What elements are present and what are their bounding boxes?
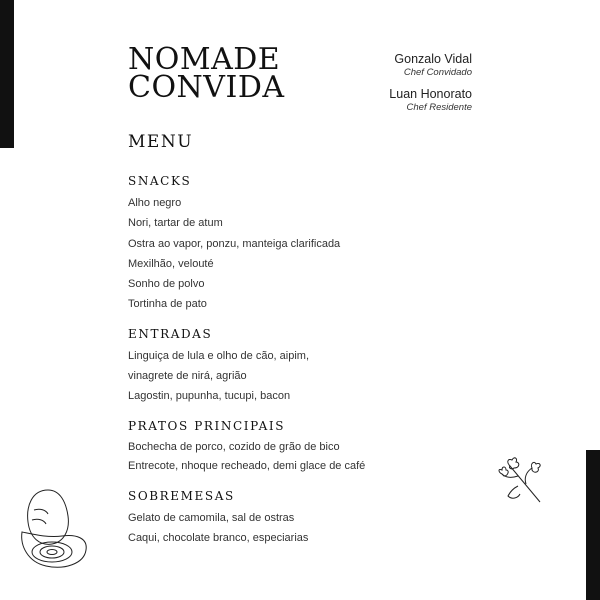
menu-item: Ostra ao vapor, ponzu, manteiga clarificada [128,237,341,250]
chef-credits [389,52,472,122]
menu-section-pratos-principais [128,419,508,477]
menu-item: Entrecote, nhoque recheado, demi glace de café [128,460,366,473]
chef-name: Gonzalo Vidal [394,52,472,66]
chef-credit [389,87,472,114]
right-decorative-bar [586,450,600,600]
oyster-illustration-icon [18,486,92,572]
menu-item: Bochecha de porco, cozido de grão de bico [128,440,340,453]
menu-item: Caqui, chocolate branco, especiarias [128,531,309,544]
menu-item: Lagostin, pupunha, tucupi, bacon [128,390,291,403]
logo-line-2: CONVIDA [128,70,285,105]
menu-item: Linguiça de lula e olho de cão, aipim, [128,349,310,362]
menu-item: Tortinha de pato [128,298,207,311]
menu-item: Nori, tartar de atum [128,217,223,230]
chef-role: Chef Residente [406,102,472,113]
restaurant-logo [128,42,285,105]
chef-credit [389,52,472,79]
menu-section-snacks [128,174,508,315]
logo-line-1: NOMADE [128,42,281,77]
menu-item: Sonho de polvo [128,278,205,291]
herb-sprig-illustration-icon [496,456,546,508]
menu-item: Mexilhão, velouté [128,257,214,270]
left-decorative-bar [0,0,14,148]
section-title: ENTRADAS [128,326,213,341]
menu-item: Gelato de camomila, sal de ostras [128,511,295,524]
section-title: SNACKS [128,174,192,188]
section-title: PRATOS PRINCIPAIS [128,418,286,433]
chef-role: Chef Convidado [403,67,472,78]
menu-section-entradas [128,327,508,407]
section-title: SOBREMESAS [128,488,235,503]
menu-item: Alho negro [128,197,182,209]
menu-sections [128,174,508,560]
menu-item: vinagrete de nirá, agrião [128,370,247,383]
menu-section-sobremesas [128,489,508,549]
chef-name: Luan Honorato [389,87,472,101]
menu-title: MENU [128,132,194,152]
